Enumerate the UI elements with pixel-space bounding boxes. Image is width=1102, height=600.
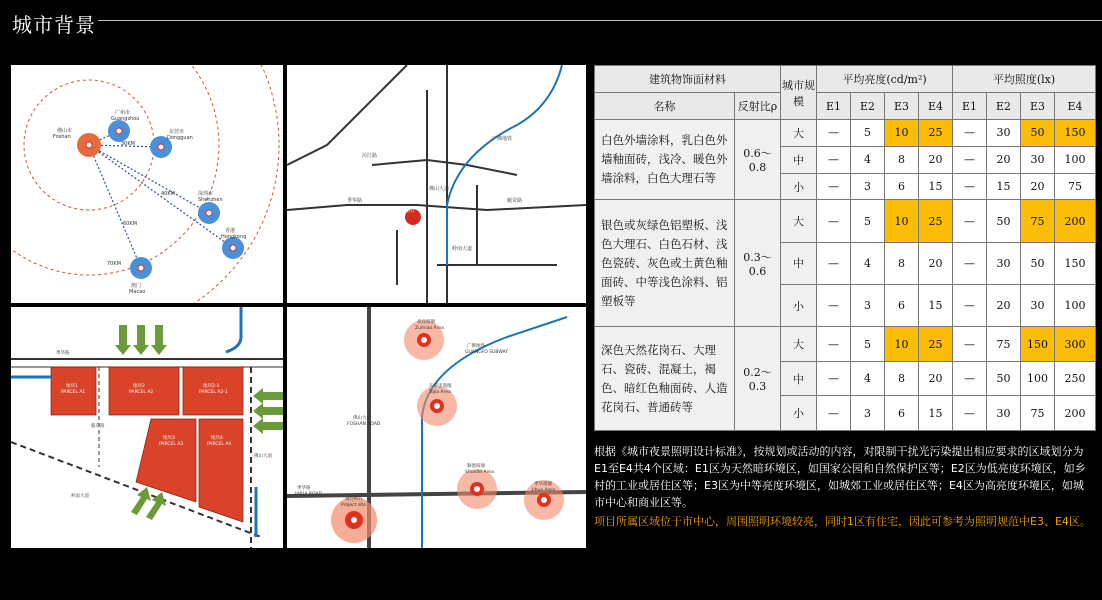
- zone-header: E3: [885, 93, 919, 120]
- city-scale: 大: [781, 120, 817, 147]
- table-row: [595, 120, 1096, 147]
- city-scale: 小: [781, 173, 817, 200]
- svg-text:地块4: 地块4: [211, 436, 223, 441]
- svg-text:季华路: 季华路: [56, 351, 70, 356]
- table-cell: 4: [851, 146, 885, 173]
- svg-text:Guangzhou: Guangzhou: [111, 116, 140, 122]
- zone-header: E2: [987, 93, 1021, 120]
- material-name: 银色或灰绿色铝塑板、浅色大理石、白色石材、浅色瓷砖、灰色或土黄色釉面砖、中等浅色涂料、铝塑板等: [595, 200, 735, 327]
- svg-text:地块2-1: 地块2-1: [203, 384, 220, 389]
- city-scale: 大: [781, 327, 817, 362]
- table-cell: 75: [1021, 396, 1055, 431]
- table-cell: 200: [1055, 200, 1096, 242]
- table-cell: 6: [885, 396, 919, 431]
- table-cell: 50: [1021, 242, 1055, 284]
- table-cell: —: [953, 120, 987, 147]
- svg-text:FOSHAN ROAD: FOSHAN ROAD: [347, 422, 381, 427]
- reflectance-ratio: 0.6～0.8: [735, 120, 781, 200]
- table-cell: 100: [1055, 146, 1096, 173]
- table-cell: 100: [1021, 361, 1055, 396]
- table-cell: 30: [987, 396, 1021, 431]
- table-cell: —: [817, 327, 851, 362]
- route-label: 30KM: [121, 141, 135, 147]
- table-cell: 10: [885, 200, 919, 242]
- table-cell: 3: [851, 396, 885, 431]
- table-cell: 20: [919, 361, 953, 396]
- table-cell: 15: [919, 285, 953, 327]
- table-cell: 75: [1021, 200, 1055, 242]
- svg-text:季华路: 季华路: [297, 486, 311, 491]
- table-cell: 30: [987, 242, 1021, 284]
- svg-text:岭南大道: 岭南大道: [452, 246, 473, 252]
- project-note: 项目所属区域位于市中心，周围照明环境较亮，同时1区有住宅，因此可参考为照明规范中E3、E4区。: [594, 515, 1091, 528]
- zone-header: E1: [953, 93, 987, 120]
- svg-text:Shunde Area: Shunde Area: [465, 470, 494, 475]
- table-cell: 250: [1055, 361, 1096, 396]
- svg-text:地块2: 地块2: [133, 384, 145, 389]
- table-row: [595, 200, 1096, 242]
- table-cell: —: [817, 173, 851, 200]
- city-scale: 中: [781, 242, 817, 284]
- svg-text:季华路: 季华路: [347, 198, 363, 204]
- svg-text:Hongkong: Hongkong: [221, 234, 247, 240]
- svg-text:魁奇路: 魁奇路: [507, 198, 523, 204]
- svg-text:佛山大道: 佛山大道: [353, 416, 371, 421]
- svg-text:JIHUA ROAD: JIHUA ROAD: [295, 492, 322, 497]
- table-cell: —: [953, 242, 987, 284]
- city-label: 深圳市: [198, 191, 214, 197]
- table-cell: 75: [1055, 173, 1096, 200]
- city-scale: 小: [781, 285, 817, 327]
- svg-text:Project site: Project site: [341, 503, 366, 508]
- table-cell: 150: [1055, 120, 1096, 147]
- table-cell: 15: [919, 396, 953, 431]
- table-cell: 25: [919, 200, 953, 242]
- city-scale: 中: [781, 146, 817, 173]
- parcel-map: [11, 307, 283, 548]
- parcel: [199, 419, 243, 522]
- table-cell: —: [953, 200, 987, 242]
- commercial-area-map: [287, 307, 586, 548]
- svg-text:Shenzhen: Shenzhen: [198, 197, 223, 203]
- svg-text:Jihua Area: Jihua Area: [532, 488, 555, 493]
- table-cell: —: [953, 361, 987, 396]
- table-cell: —: [953, 146, 987, 173]
- table-cell: —: [953, 173, 987, 200]
- zone-header: E2: [851, 93, 885, 120]
- route-label: 40KM: [161, 191, 175, 197]
- standard-description: 根据《城市夜景照明设计标准》，按规划或活动的内容，对限制干扰光污染提出相应要求的区域划分为E1至E4共4个区域：E1区为天然暗环境区，如国家公园和自然保护区等；E2区为低亮度环境区，如乡村的工业或居住区等；E3区为中等亮度环境区，如城郊工业或居住区等；E4区为高亮度环境区，如城市中心和商业区等。: [594, 445, 1086, 509]
- table-cell: 30: [1021, 285, 1055, 327]
- table-cell: 6: [885, 173, 919, 200]
- svg-text:广佛地铁: 广佛地铁: [467, 344, 485, 349]
- city-label: 澳门: [131, 283, 142, 289]
- title-divider: [98, 20, 1102, 21]
- table-cell: —: [817, 242, 851, 284]
- svg-text:佛山大道: 佛山大道: [254, 454, 272, 459]
- table-cell: 20: [987, 285, 1021, 327]
- page-title: 城市背景: [12, 13, 96, 37]
- svg-text:PARCEL A2: PARCEL A2: [129, 390, 154, 395]
- city-label: 佛山市: [57, 128, 73, 134]
- svg-text:PARCEL A2-1: PARCEL A2-1: [199, 390, 228, 395]
- svg-text:顺德商圈: 顺德商圈: [467, 464, 485, 469]
- svg-text:Zumiao Area: Zumiao Area: [415, 326, 444, 331]
- material-name: 深色天然花岗石、大理石、瓷砖、混凝土，褐色、暗红色釉面砖、人造花岗石、普通砖等: [595, 327, 735, 431]
- table-cell: 3: [851, 173, 885, 200]
- svg-text:季华商圈: 季华商圈: [534, 482, 552, 487]
- table-cell: 50: [987, 361, 1021, 396]
- svg-text:PARCEL A3: PARCEL A3: [159, 442, 184, 447]
- city-scale: 大: [781, 200, 817, 242]
- city-scale: 中: [781, 361, 817, 396]
- table-cell: 75: [987, 327, 1021, 362]
- table-cell: 30: [987, 120, 1021, 147]
- table-cell: 50: [987, 200, 1021, 242]
- table-row: [595, 327, 1096, 362]
- header-scale: 城市规模: [781, 66, 817, 120]
- table-cell: 150: [1021, 327, 1055, 362]
- header-material: 建筑物饰面材料: [595, 66, 781, 93]
- lighting-standard-table: [594, 65, 1096, 431]
- table-cell: —: [817, 200, 851, 242]
- city-label: 香港: [225, 228, 236, 234]
- svg-text:汾江路: 汾江路: [362, 153, 378, 159]
- table-cell: —: [953, 327, 987, 362]
- table-cell: 300: [1055, 327, 1096, 362]
- table-cell: 25: [919, 120, 953, 147]
- svg-text:地块1: 地块1: [66, 384, 78, 389]
- svg-text:Macao: Macao: [129, 289, 146, 295]
- table-cell: 20: [919, 146, 953, 173]
- table-cell: 100: [1055, 285, 1096, 327]
- zone-header: E4: [919, 93, 953, 120]
- header-illuminance: 平均照度(lx): [953, 66, 1096, 93]
- city-scale: 小: [781, 396, 817, 431]
- svg-text:PARCEL A1: PARCEL A1: [61, 390, 86, 395]
- table-cell: 50: [1021, 120, 1055, 147]
- table-cell: 20: [1021, 173, 1055, 200]
- table-cell: —: [817, 146, 851, 173]
- table-cell: 8: [885, 361, 919, 396]
- reflectance-ratio: 0.3～0.6: [735, 200, 781, 327]
- table-cell: 10: [885, 120, 919, 147]
- reflectance-ratio: 0.2～0.3: [735, 327, 781, 431]
- route-label: 60KM: [123, 221, 137, 227]
- table-cell: 3: [851, 285, 885, 327]
- svg-text:地块3: 地块3: [163, 436, 175, 441]
- header-luminance: 平均亮度(cd/m²): [817, 66, 953, 93]
- table-cell: 25: [919, 327, 953, 362]
- material-name: 白色外墙涂料，乳白色外墙釉面砖，浅冷、暖色外墙涂料，白色大理石等: [595, 120, 735, 200]
- svg-text:项目: 项目: [405, 208, 416, 214]
- table-cell: —: [817, 285, 851, 327]
- city-label: 东莞市: [169, 129, 185, 135]
- svg-text:东华里商圈: 东华里商圈: [429, 384, 452, 389]
- table-cell: —: [953, 396, 987, 431]
- table-cell: 30: [1021, 146, 1055, 173]
- road-map: [287, 65, 586, 303]
- svg-text:魁奇路: 魁奇路: [91, 424, 105, 429]
- table-cell: 20: [919, 242, 953, 284]
- svg-text:Dongguan: Dongguan: [167, 135, 193, 141]
- table-cell: 150: [1055, 242, 1096, 284]
- svg-text:祖庙商圈: 祖庙商圈: [417, 320, 435, 325]
- table-cell: 8: [885, 146, 919, 173]
- table-cell: 5: [851, 200, 885, 242]
- table-cell: —: [817, 120, 851, 147]
- regional-map: [11, 65, 283, 303]
- table-cell: 15: [987, 173, 1021, 200]
- table-cell: —: [953, 285, 987, 327]
- svg-text:岭南大道: 岭南大道: [71, 494, 89, 499]
- zone-header: E1: [817, 93, 851, 120]
- svg-text:Foshan: Foshan: [53, 134, 71, 140]
- table-cell: 15: [919, 173, 953, 200]
- area-marker: [331, 320, 564, 543]
- table-cell: 5: [851, 120, 885, 147]
- table-cell: 5: [851, 327, 885, 362]
- table-cell: 4: [851, 361, 885, 396]
- table-cell: 20: [987, 146, 1021, 173]
- table-cell: 10: [885, 327, 919, 362]
- svg-text:PARCEL A4: PARCEL A4: [207, 442, 232, 447]
- table-cell: —: [817, 361, 851, 396]
- svg-text:广佛地铁: 广佛地铁: [492, 136, 513, 142]
- header-name: 名称: [595, 93, 735, 120]
- zone-header: E3: [1021, 93, 1055, 120]
- svg-text:Tojia Area: Tojia Area: [429, 390, 451, 395]
- table-cell: 6: [885, 285, 919, 327]
- route-label: 70KM: [107, 261, 121, 267]
- header-ratio: 反射比ρ: [735, 93, 781, 120]
- table-cell: 4: [851, 242, 885, 284]
- svg-text:GUANGFO SUBWAY: GUANGFO SUBWAY: [465, 350, 509, 355]
- svg-text:佛山大道: 佛山大道: [429, 186, 450, 192]
- city-label: 广州市: [115, 110, 131, 116]
- svg-text:项目所在: 项目所在: [345, 497, 363, 502]
- zone-header: E4: [1055, 93, 1096, 120]
- table-cell: 8: [885, 242, 919, 284]
- table-cell: —: [817, 396, 851, 431]
- table-cell: 200: [1055, 396, 1096, 431]
